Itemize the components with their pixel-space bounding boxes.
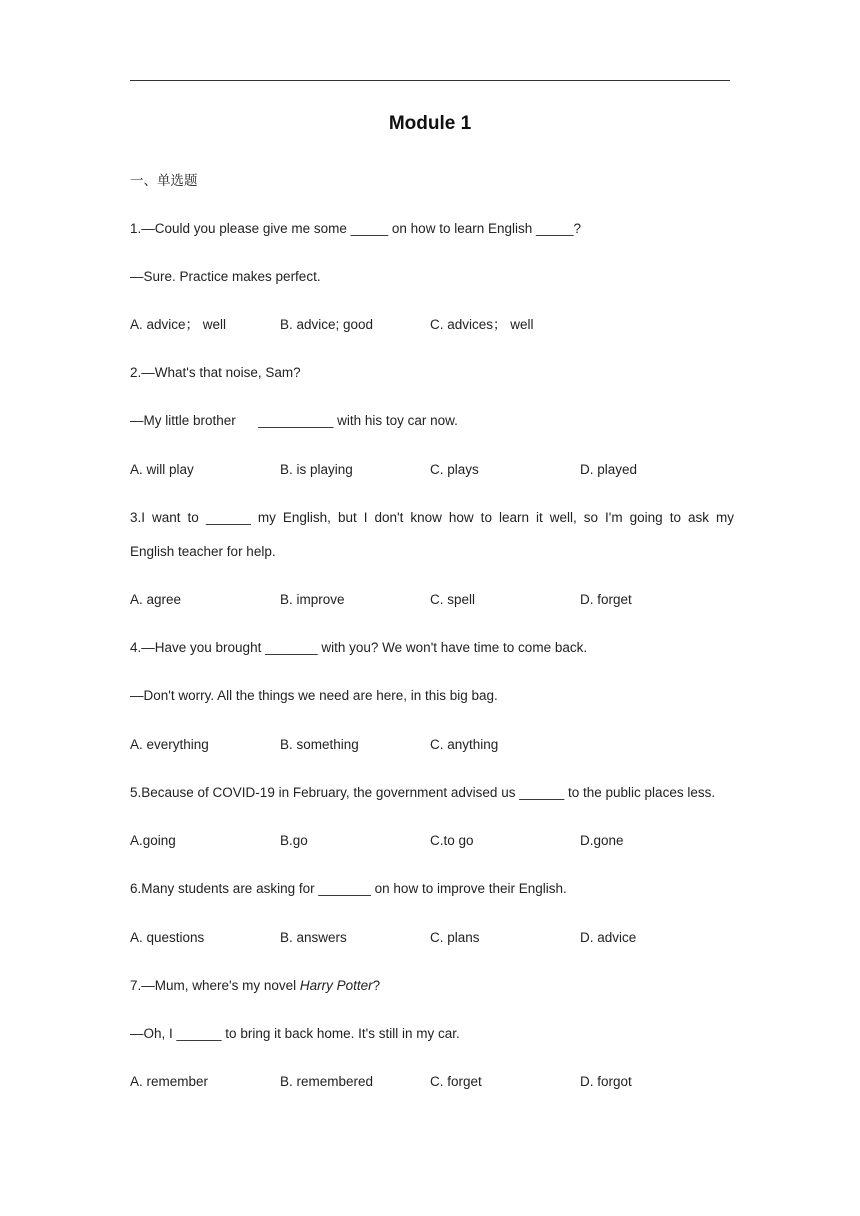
question-7-option-a: A. remember	[130, 1074, 209, 1089]
question-3-option-a: A. agree	[130, 592, 182, 607]
question-7-stem-prefix: 7.—Mum, where's my novel	[130, 978, 300, 993]
question-2-option-c: C. plays	[430, 462, 479, 477]
question-2-reply: —My little brother __________ with his toy car now.	[130, 413, 458, 428]
question-4-option-b: B. something	[280, 737, 359, 752]
question-5-option-c: C.to go	[430, 833, 474, 848]
question-3-stem-line-1: 3.I want to ______ my English, but I don't know how to learn it well, so I'm going to ask my	[130, 510, 734, 525]
page-title: Module 1	[388, 113, 472, 134]
question-6-stem: 6.Many students are asking for _______ on how to improve their English.	[130, 881, 567, 896]
question-5-option-a: A.going	[130, 833, 176, 848]
header-rule	[130, 80, 730, 81]
question-5-option-d: D.gone	[580, 833, 624, 848]
question-1-reply: —Sure. Practice makes perfect.	[130, 269, 321, 284]
question-7-stem-suffix: ?	[372, 978, 381, 993]
question-5-option-b: B.go	[280, 833, 308, 848]
question-7-stem	[130, 977, 734, 995]
question-5-stem: 5.Because of COVID-19 in February, the government advised us ______ to the public places less.	[130, 785, 716, 800]
question-3-option-c: C. spell	[430, 592, 476, 607]
question-3-stem-line-2: English teacher for help.	[130, 544, 276, 559]
question-7-reply: —Oh, I ______ to bring it back home. It's still in my car.	[130, 1026, 460, 1041]
question-6-option-d: D. advice	[580, 930, 637, 945]
question-1-stem: 1.—Could you please give me some _____ on how to learn English _____?	[130, 221, 582, 236]
question-6-option-c: C. plans	[430, 930, 480, 945]
question-1-option-b: B. advice; good	[280, 317, 374, 332]
question-7-option-d: D. forgot	[580, 1074, 632, 1089]
question-3-option-b: B. improve	[280, 592, 345, 607]
question-6-option-a: A. questions	[130, 930, 205, 945]
question-4-option-c: C. anything	[430, 737, 499, 752]
question-2-option-d: D. played	[580, 462, 638, 477]
question-2-stem: 2.—What's that noise, Sam?	[130, 365, 301, 380]
question-7-novel-title: Harry Potter	[299, 978, 373, 993]
question-4-reply: —Don't worry. All the things we need are here, in this big bag.	[130, 688, 498, 703]
question-7-option-b: B. remembered	[280, 1074, 374, 1089]
section-heading: 一、单选题	[130, 173, 198, 188]
question-1-option-c: C. advices； well	[430, 317, 534, 332]
question-6-option-b: B. answers	[280, 930, 347, 945]
question-7-option-c: C. forget	[430, 1074, 482, 1089]
question-4-stem: 4.—Have you brought _______ with you? We won't have time to come back.	[130, 640, 588, 655]
question-3-option-d: D. forget	[580, 592, 632, 607]
question-2-option-b: B. is playing	[280, 462, 353, 477]
question-1-option-a: A. advice； well	[130, 317, 227, 332]
question-4-option-a: A. everything	[130, 737, 209, 752]
question-2-option-a: A. will play	[130, 462, 194, 477]
